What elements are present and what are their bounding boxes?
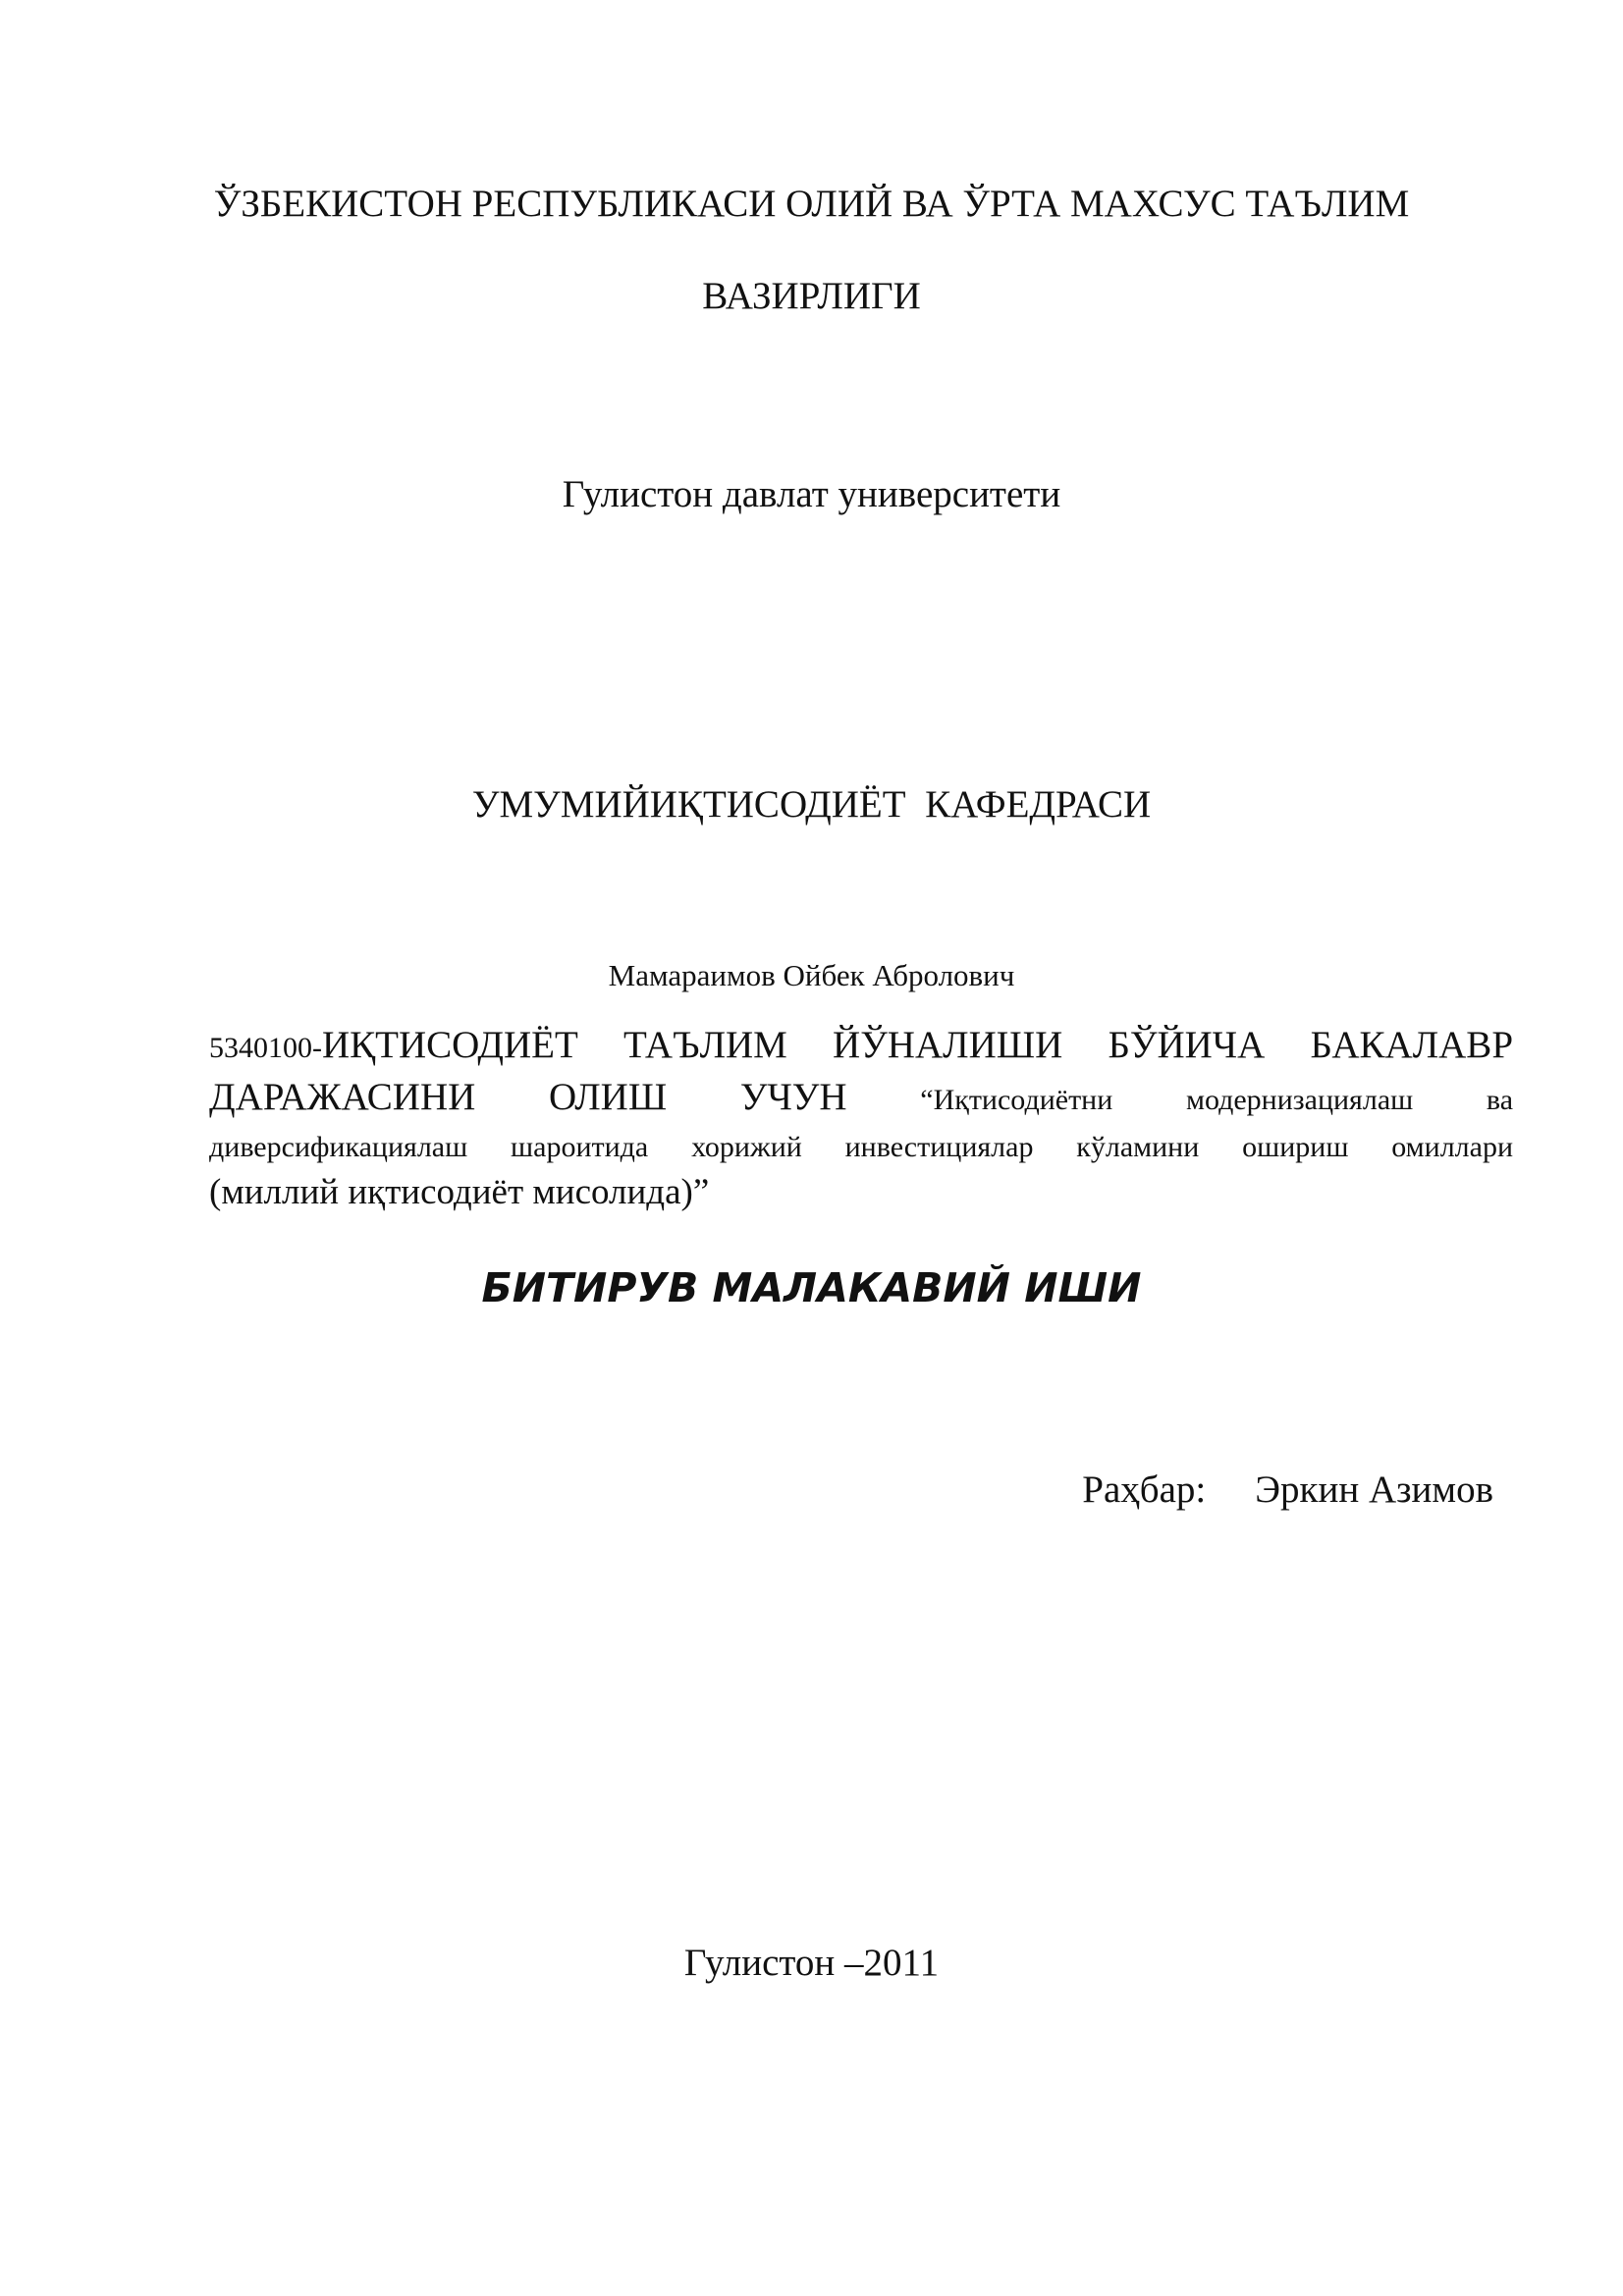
- supervisor: [1082, 1470, 1493, 1509]
- title-word: УЧУН: [739, 1076, 847, 1118]
- title-row-1: [209, 1021, 1513, 1073]
- title-word: “Иқтисодиётни: [920, 1084, 1113, 1116]
- title-word: шароитида: [511, 1131, 649, 1163]
- title-word: ДАРАЖАСИНИ: [209, 1076, 476, 1118]
- ministry-line-1: ЎЗБЕКИСТОН РЕСПУБЛИКАСИ ОЛИЙ ВА ЎРТА МАХСУС ТАЪЛИМ: [213, 183, 1410, 225]
- title-word: диверсификациялаш: [209, 1131, 468, 1163]
- title-word: ЙЎНАЛИШИ: [833, 1024, 1063, 1066]
- title-word: кўламини: [1076, 1131, 1200, 1163]
- title-word: БАКАЛАВР: [1310, 1024, 1513, 1066]
- thesis-title-block: [209, 1021, 1513, 1215]
- title-word: инвестициялар: [844, 1131, 1034, 1163]
- title-word: ТАЪЛИМ: [622, 1024, 787, 1066]
- title-word: модернизациялаш: [1185, 1084, 1414, 1116]
- title-word: БЎЙИЧА: [1108, 1024, 1266, 1066]
- title-row-4: (миллий иқтисодиёт мисолида)”: [209, 1172, 710, 1212]
- author-name: Мамараимов Ойбек Абролович: [608, 958, 1015, 992]
- title-word: хорижий: [691, 1131, 802, 1163]
- title-word: ИҚТИСОДИЁТ: [322, 1024, 578, 1066]
- supervisor-label: Раҳбар:: [1082, 1468, 1207, 1511]
- title-row-2: [209, 1073, 1513, 1125]
- title-word: омиллари: [1391, 1131, 1513, 1163]
- title-word: ошириш: [1242, 1131, 1349, 1163]
- work-type-heading: БИТИРУВ МАЛАКАВИЙ ИШИ: [481, 1264, 1142, 1311]
- department-name: УМУМИЙИҚТИСОДИЁТ КАФЕДРАСИ: [471, 783, 1152, 826]
- title-word: ОЛИШ: [548, 1076, 668, 1118]
- city-year: Гулистон –2011: [683, 1942, 940, 1984]
- ministry-line-2: ВАЗИРЛИГИ: [702, 275, 921, 317]
- supervisor-name: Эркин Азимов: [1255, 1468, 1493, 1511]
- title-word: ва: [1486, 1084, 1513, 1116]
- title-row-3: [209, 1125, 1513, 1170]
- specialty-code: 5340100-: [209, 1032, 322, 1064]
- university-name: Гулистон давлат университети: [562, 473, 1061, 515]
